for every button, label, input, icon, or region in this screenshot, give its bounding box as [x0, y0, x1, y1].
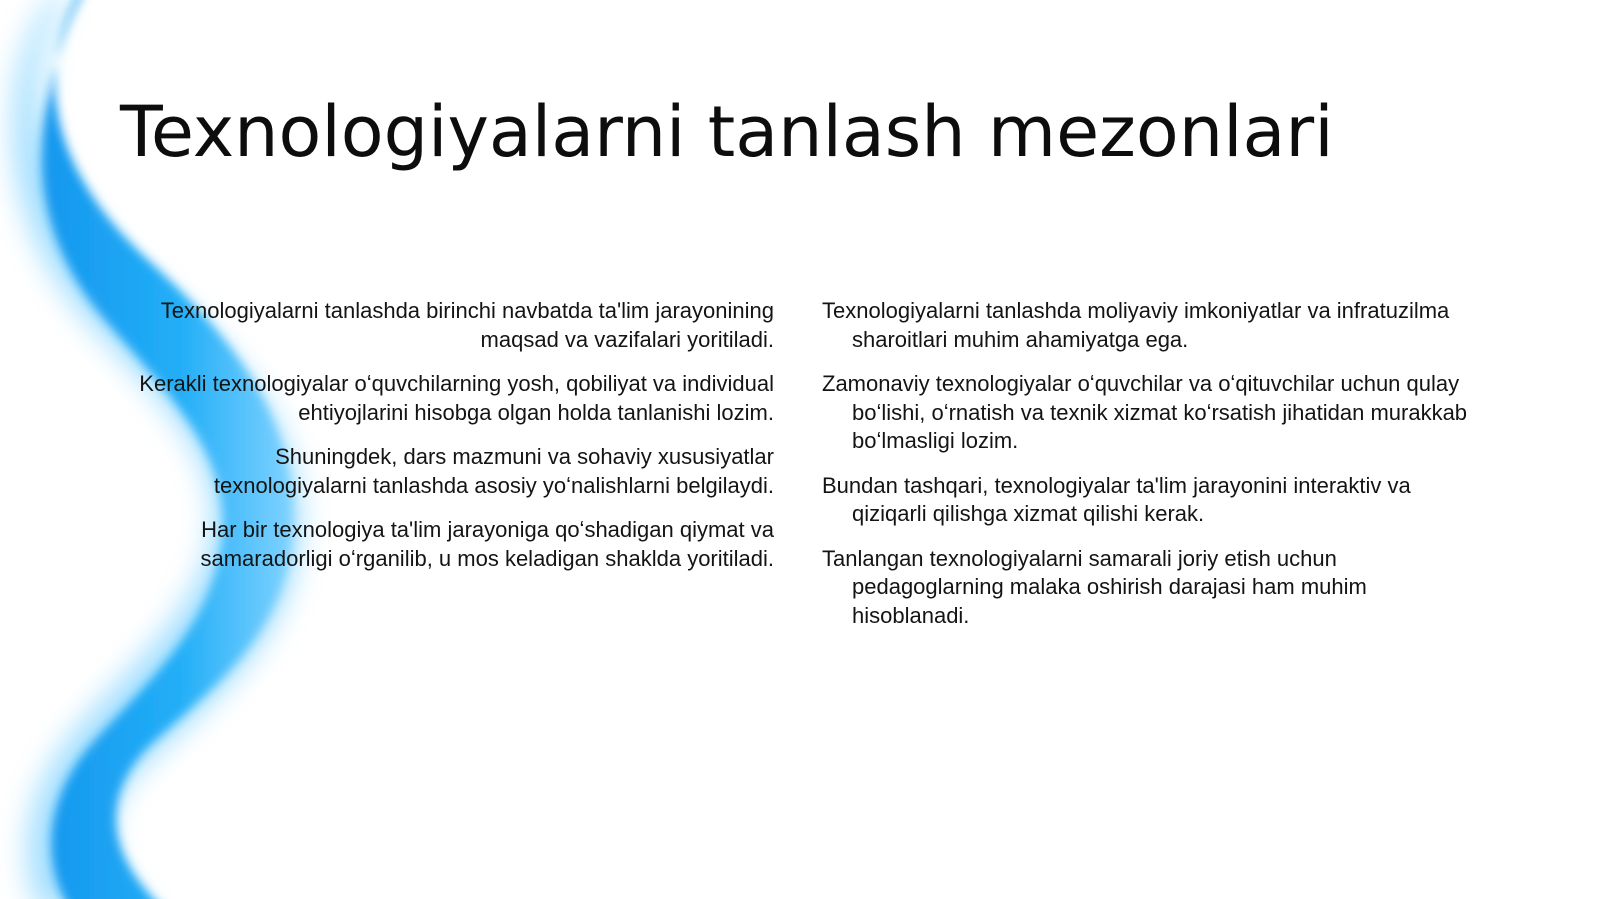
right-text-column: [822, 297, 1472, 646]
right-paragraph-3: Bundan tashqari, texnologiyalar ta'lim jarayonini interaktiv va qiziqarli qilishga xizmat qilishi kerak.: [822, 472, 1411, 526]
right-paragraph-2: Zamonaviy texnologiyalar oʻquvchilar va oʻqituvchilar uchun qulay boʻlishi, oʻrnatish va texnik xizmat koʻrsatish jihatidan murakkab boʻlmasligi lozim.: [822, 371, 1468, 453]
left-paragraph-4: Har bir texnologiya ta'lim jarayoniga qoʻshadigan qiymat va samaradorligi oʻrganilib, u mos keladigan shaklda yoritiladi.: [200, 517, 774, 571]
right-paragraph-1: Texnologiyalarni tanlashda moliyaviy imkoniyatlar va infratuzilma sharoitlari muhim ahamiyatga ega.: [822, 298, 1450, 352]
left-paragraph-2: Kerakli texnologiyalar oʻquvchilarning yosh, qobiliyat va individual ehtiyojlarini hisobga olgan holda tanlanishi lozim.: [139, 371, 774, 425]
left-paragraph-3: Shuningdek, dars mazmuni va sohaviy xususiyatlar texnologiyalarni tanlashda asosiy yoʻnalishlarni belgilaydi.: [213, 444, 774, 498]
right-paragraph-4: Tanlangan texnologiyalarni samarali joriy etish uchun pedagoglarning malaka oshirish darajasi ham muhim hisoblanadi.: [822, 545, 1367, 628]
slide-title: Texnologiyalarni tanlash mezonlari: [120, 91, 1334, 173]
left-paragraph-1: Texnologiyalarni tanlashda birinchi navbatda ta'lim jarayonining maqsad va vazifalari yoritiladi.: [160, 298, 774, 352]
left-text-column: [130, 297, 774, 589]
